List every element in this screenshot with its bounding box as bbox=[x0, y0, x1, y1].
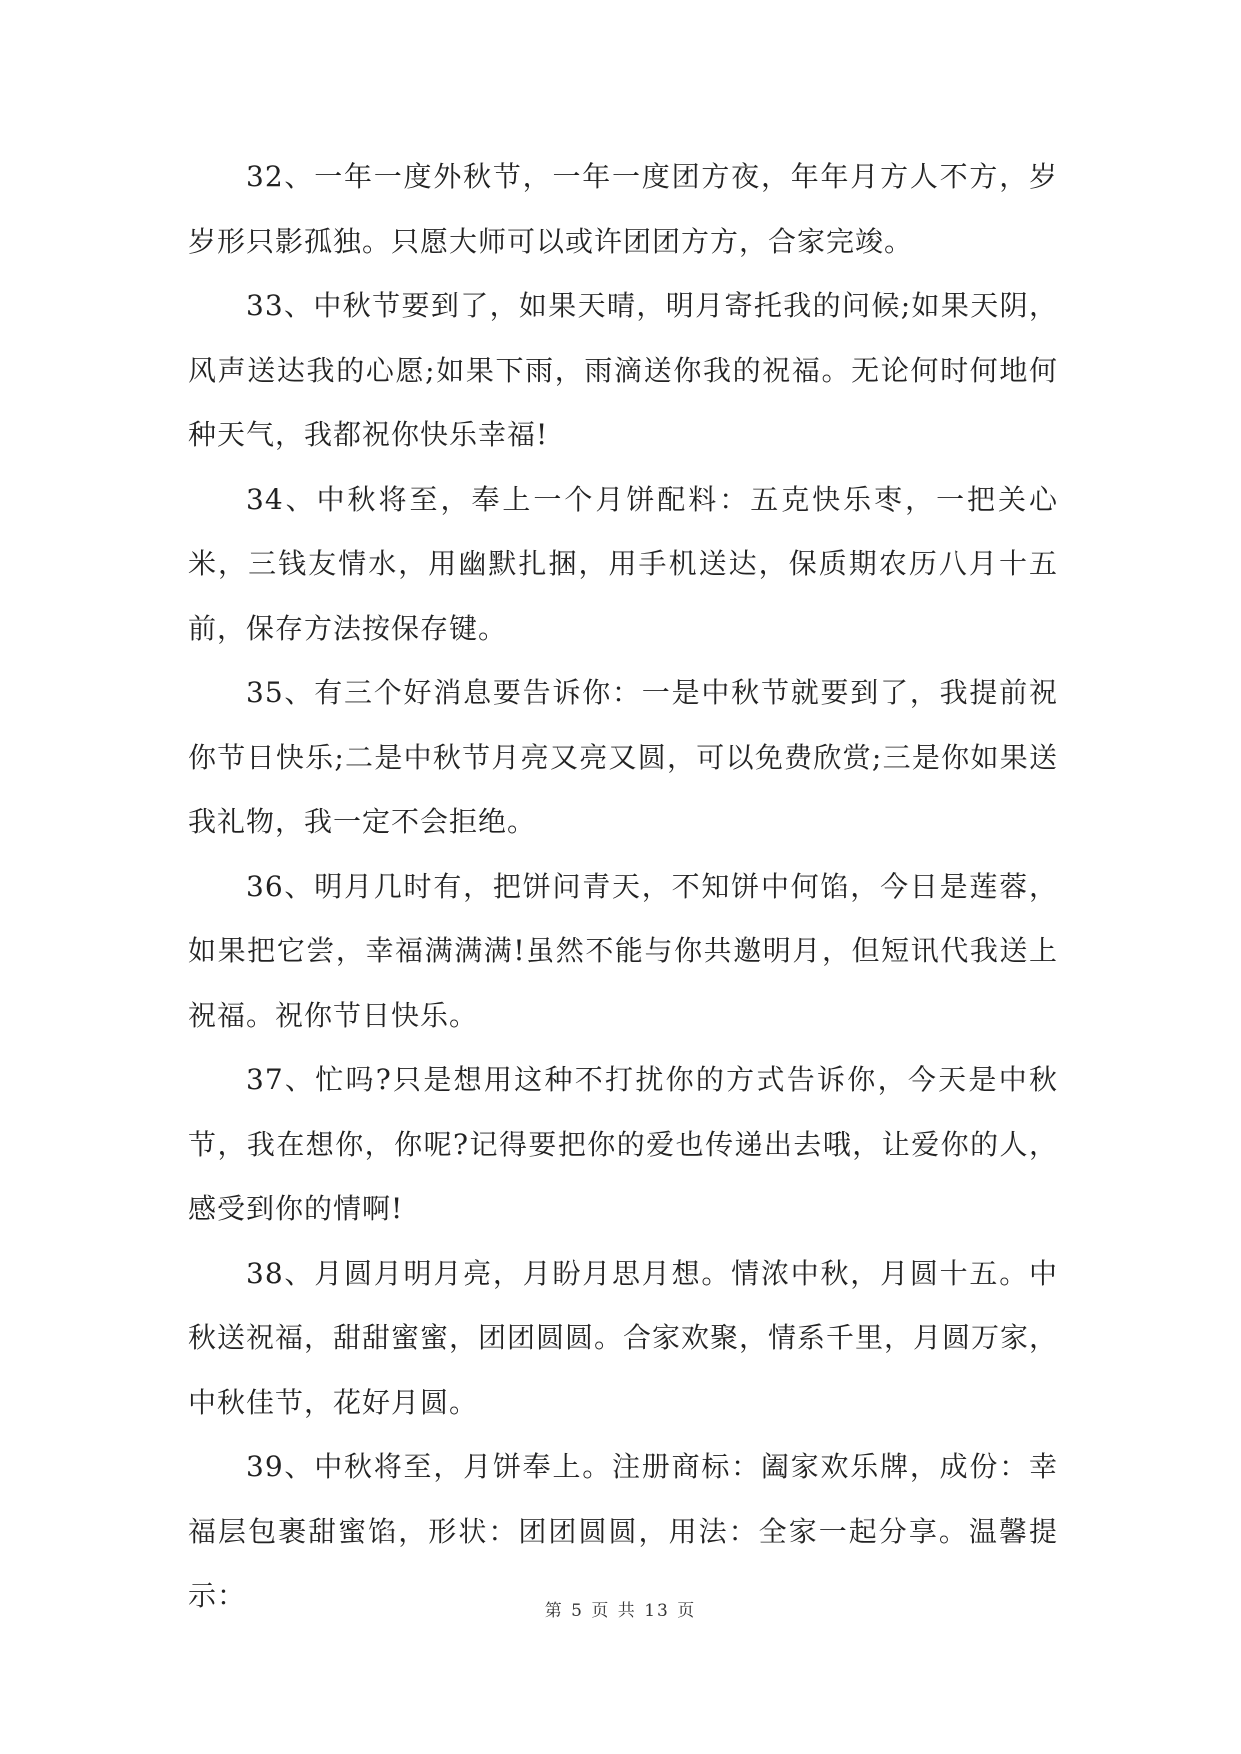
paragraph-32: 32、一年一度外秋节，一年一度团方夜，年年月方人不方，岁岁形只影孤独。只愿大师可以或许团团方方，合家完竣。 bbox=[188, 160, 1058, 258]
paragraph-37: 37、忙吗?只是想用这种不打扰你的方式告诉你，今天是中秋节，我在想你，你呢?记得要把你的爱也传递出去哦，让爱你的人，感受到你的情啊! bbox=[188, 1063, 1058, 1225]
paragraph-39: 39、中秋将至，月饼奉上。注册商标：阖家欢乐牌，成份：幸福层包裹甜蜜馅，形状：团团圆圆，用法：全家一起分享。温馨提示： bbox=[188, 1450, 1058, 1612]
paragraph-36: 36、明月几时有，把饼问青天，不知饼中何馅，今日是莲蓉，如果把它尝，幸福满满满!虽然不能与你共邀明月，但短讯代我送上祝福。祝你节日快乐。 bbox=[188, 869, 1058, 1032]
paragraph-34: 34、中秋将至，奉上一个月饼配料：五克快乐枣，一把关心米，三钱友情水，用幽默扎捆，用手机送达，保质期农历八月十五前，保存方法按保存键。 bbox=[188, 482, 1058, 645]
page-number-footer: 第 5 页 共 13 页 bbox=[544, 1601, 697, 1621]
paragraph-33: 33、中秋节要到了，如果天晴，明月寄托我的问候;如果天阴，风声送达我的心愿;如果下雨，雨滴送你我的祝福。无论何时何地何种天气，我都祝你快乐幸福! bbox=[188, 289, 1058, 451]
paragraph-38: 38、月圆月明月亮，月盼月思月想。情浓中秋，月圆十五。中秋送祝福，甜甜蜜蜜，团团圆圆。合家欢聚，情系千里，月圆万家，中秋佳节，花好月圆。 bbox=[188, 1256, 1059, 1419]
document-body bbox=[188, 145, 1058, 1629]
paragraph-35: 35、有三个好消息要告诉你：一是中秋节就要到了，我提前祝你节日快乐;二是中秋节月亮又亮又圆，可以免费欣赏;三是你如果送我礼物，我一定不会拒绝。 bbox=[188, 676, 1058, 838]
